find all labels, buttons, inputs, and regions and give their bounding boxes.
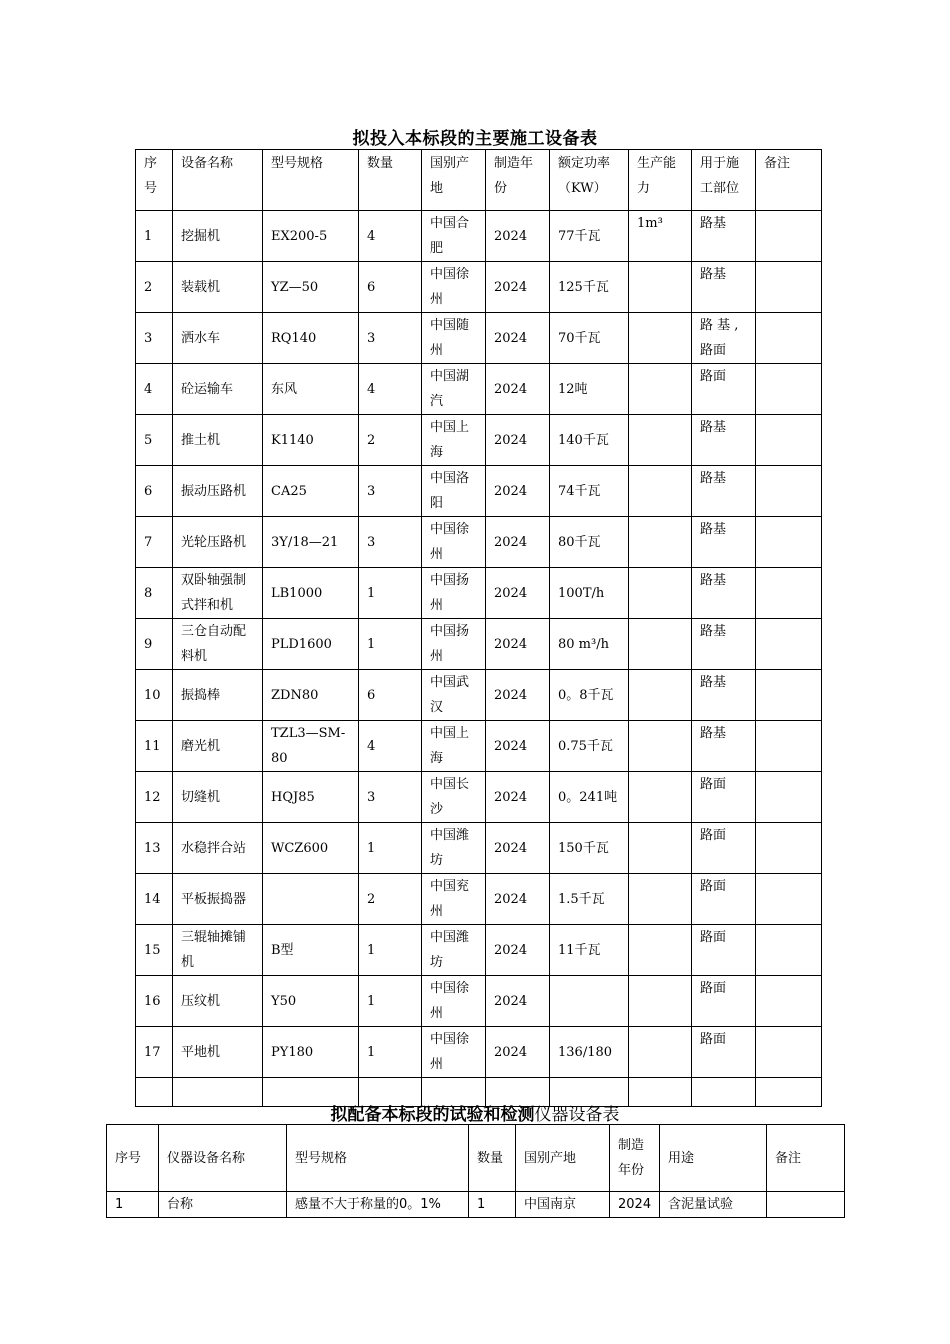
table-cell: 1: [359, 925, 422, 976]
table-cell: 三辊轴摊铺机: [173, 925, 263, 976]
table-cell: [756, 619, 822, 670]
table-cell: 台称: [159, 1192, 287, 1218]
table-row: [136, 670, 822, 721]
table-row: [107, 1192, 845, 1218]
header-cell: 数量: [469, 1125, 516, 1192]
table-cell: 2024: [486, 415, 550, 466]
table-cell: [756, 823, 822, 874]
table-cell: 双卧轴强制式拌和机: [173, 568, 263, 619]
table-cell: 感量不大于称量的0。1%: [287, 1192, 469, 1218]
table-cell: 6: [359, 262, 422, 313]
table-cell: 140千瓦: [550, 415, 629, 466]
table-cell: [629, 772, 692, 823]
table-cell: 74千瓦: [550, 466, 629, 517]
table-cell: WCZ600: [263, 823, 359, 874]
table-cell: [756, 772, 822, 823]
table-cell: YZ—50: [263, 262, 359, 313]
table-cell: [629, 466, 692, 517]
table-cell: 70千瓦: [550, 313, 629, 364]
table-cell: [629, 721, 692, 772]
table-cell: 2024: [486, 1027, 550, 1078]
table-cell: 2024: [486, 619, 550, 670]
table-cell: [629, 313, 692, 364]
table-cell: 80千瓦: [550, 517, 629, 568]
table-cell: 77千瓦: [550, 211, 629, 262]
table-cell: 16: [136, 976, 173, 1027]
table-row: [136, 772, 822, 823]
table-cell: [629, 415, 692, 466]
table-cell: 中国潍坊: [422, 823, 486, 874]
table-cell: [756, 211, 822, 262]
header-cell: 备注: [767, 1125, 845, 1192]
table-row: [136, 721, 822, 772]
table-cell: 8: [136, 568, 173, 619]
header-cell: 序号: [107, 1125, 159, 1192]
table-cell: [756, 670, 822, 721]
table-cell: 1.5千瓦: [550, 874, 629, 925]
table-cell: 11: [136, 721, 173, 772]
table-row: [136, 415, 822, 466]
table-cell: [756, 517, 822, 568]
equipment-table-title: 拟投入本标段的主要施工设备表: [352, 129, 598, 149]
table-cell: 2024: [486, 874, 550, 925]
table-cell: 13: [136, 823, 173, 874]
table-cell: 路面: [692, 925, 756, 976]
table-cell: 洒水车: [173, 313, 263, 364]
table-cell: 2024: [486, 823, 550, 874]
table-cell: 136/180: [550, 1027, 629, 1078]
table-cell: 1: [136, 211, 173, 262]
table-cell: 路面: [692, 874, 756, 925]
table-cell: 装载机: [173, 262, 263, 313]
table-row: [136, 1027, 822, 1078]
table-cell: 4: [359, 364, 422, 415]
table-cell: [629, 517, 692, 568]
table-cell: 三仓自动配料机: [173, 619, 263, 670]
table-cell: 2024: [486, 721, 550, 772]
testing-instrument-table: [106, 1124, 845, 1218]
header-cell: 生产能力: [629, 150, 692, 211]
table-row: [136, 925, 822, 976]
table-cell: 推土机: [173, 415, 263, 466]
table-cell: 切缝机: [173, 772, 263, 823]
table-cell: 2024: [610, 1192, 660, 1218]
table-cell: 3: [359, 313, 422, 364]
table-cell: 1: [359, 976, 422, 1027]
table-cell: 路基: [692, 415, 756, 466]
table-cell: K1140: [263, 415, 359, 466]
table-cell: PLD1600: [263, 619, 359, 670]
table-cell: 2024: [486, 670, 550, 721]
table-cell: 2024: [486, 772, 550, 823]
table-cell: 路基: [692, 211, 756, 262]
table-cell: 12吨: [550, 364, 629, 415]
table-cell: 路基: [692, 721, 756, 772]
table-cell: 中国上海: [422, 415, 486, 466]
table-cell: 中国随州: [422, 313, 486, 364]
table-cell: 3: [359, 466, 422, 517]
table-cell: 2: [359, 874, 422, 925]
table-cell: [756, 1027, 822, 1078]
table-cell: 中国徐州: [422, 517, 486, 568]
table-cell: 路基: [692, 262, 756, 313]
table-row: [136, 517, 822, 568]
table-cell: [767, 1192, 845, 1218]
table-cell: [629, 976, 692, 1027]
table-cell: 3: [136, 313, 173, 364]
table-cell: 振捣棒: [173, 670, 263, 721]
table-cell: 路基: [692, 670, 756, 721]
table-cell: PY180: [263, 1027, 359, 1078]
table-row: [136, 568, 822, 619]
table-cell: 100T/h: [550, 568, 629, 619]
table-cell: 中国南京: [516, 1192, 610, 1218]
table-cell: 1: [469, 1192, 516, 1218]
table-cell: 14: [136, 874, 173, 925]
table-cell: 挖掘机: [173, 211, 263, 262]
table-cell: 15: [136, 925, 173, 976]
table-cell: 5: [136, 415, 173, 466]
table-row: [136, 466, 822, 517]
header-cell: 设备名称: [173, 150, 263, 211]
table-cell: Y50: [263, 976, 359, 1027]
table-cell: 路面: [692, 364, 756, 415]
table-cell: 砼运输车: [173, 364, 263, 415]
table-cell: LB1000: [263, 568, 359, 619]
table-cell: 平地机: [173, 1027, 263, 1078]
table-cell: 路基: [692, 568, 756, 619]
table-cell: 1m³: [629, 211, 692, 262]
table-cell: [756, 721, 822, 772]
table-cell: 光轮压路机: [173, 517, 263, 568]
table-cell: 磨光机: [173, 721, 263, 772]
table-cell: 3: [359, 517, 422, 568]
table-cell: 路面: [692, 823, 756, 874]
header-cell: 序号: [136, 150, 173, 211]
header-cell: 制造年份: [486, 150, 550, 211]
table-cell: 中国徐州: [422, 976, 486, 1027]
table-cell: [629, 925, 692, 976]
table-cell: 东风: [263, 364, 359, 415]
table-cell: 2024: [486, 517, 550, 568]
table-cell: 2024: [486, 262, 550, 313]
table-header-row: [107, 1125, 845, 1192]
table-cell: 平板振捣器: [173, 874, 263, 925]
header-cell: 额定功率（KW）: [550, 150, 629, 211]
table-cell: 0.75千瓦: [550, 721, 629, 772]
table-cell: 4: [359, 211, 422, 262]
table-cell: [629, 364, 692, 415]
table-cell: 3: [359, 772, 422, 823]
table-cell: 路基: [692, 619, 756, 670]
table-cell: 2024: [486, 313, 550, 364]
instrument-title-bold: 拟配备本标段的试验和检测: [330, 1105, 535, 1125]
table-cell: 中国上海: [422, 721, 486, 772]
table-cell: [756, 415, 822, 466]
table-cell: 中国长沙: [422, 772, 486, 823]
table-cell: [756, 976, 822, 1027]
table-cell: [756, 925, 822, 976]
table-cell: 2024: [486, 925, 550, 976]
table-cell: 2024: [486, 466, 550, 517]
table-cell: [629, 670, 692, 721]
table-cell: 1: [359, 568, 422, 619]
header-cell: 用于施工部位: [692, 150, 756, 211]
table-cell: 125千瓦: [550, 262, 629, 313]
table-cell: B型: [263, 925, 359, 976]
table-row: [136, 262, 822, 313]
table-cell: 中国湖汽: [422, 364, 486, 415]
table-cell: CA25: [263, 466, 359, 517]
table-cell: [756, 313, 822, 364]
table-cell: 中国扬州: [422, 568, 486, 619]
table-cell: 路 基 ,路面: [692, 313, 756, 364]
table-cell: 1: [107, 1192, 159, 1218]
table-cell: [263, 874, 359, 925]
header-cell: 数量: [359, 150, 422, 211]
construction-equipment-table: [135, 149, 822, 1107]
table-cell: 路基: [692, 517, 756, 568]
instrument-table-title: [0, 1100, 950, 1125]
table-cell: 2024: [486, 976, 550, 1027]
table-cell: 7: [136, 517, 173, 568]
table-cell: [756, 568, 822, 619]
table-cell: [756, 364, 822, 415]
table-cell: 路面: [692, 976, 756, 1027]
instrument-title-rest: 仪器设备表: [534, 1105, 620, 1125]
table-cell: 80 m³/h: [550, 619, 629, 670]
table-row: [136, 874, 822, 925]
table-cell: [629, 1027, 692, 1078]
table-cell: 中国徐州: [422, 1027, 486, 1078]
table-cell: EX200-5: [263, 211, 359, 262]
table-cell: 0。8千瓦: [550, 670, 629, 721]
table-cell: 中国徐州: [422, 262, 486, 313]
header-cell: 备注: [756, 150, 822, 211]
table-cell: [629, 262, 692, 313]
table-cell: 1: [359, 1027, 422, 1078]
table-cell: 中国洛阳: [422, 466, 486, 517]
table-cell: 中国扬州: [422, 619, 486, 670]
table-cell: 150千瓦: [550, 823, 629, 874]
table-cell: [629, 874, 692, 925]
table-cell: 6: [136, 466, 173, 517]
table-cell: 路面: [692, 772, 756, 823]
header-cell: 制造年份: [610, 1125, 660, 1192]
table-cell: 1: [359, 619, 422, 670]
table-row: [136, 211, 822, 262]
table-cell: 0。241吨: [550, 772, 629, 823]
table-cell: [756, 262, 822, 313]
table-cell: 6: [359, 670, 422, 721]
table-cell: 2: [359, 415, 422, 466]
table-row: [136, 313, 822, 364]
table-row: [136, 619, 822, 670]
header-cell: 国别产地: [422, 150, 486, 211]
table-header-row: [136, 150, 822, 211]
table-row: [136, 364, 822, 415]
table-cell: 4: [136, 364, 173, 415]
table-cell: 中国兖州: [422, 874, 486, 925]
table-cell: 2024: [486, 364, 550, 415]
table-cell: 含泥量试验: [660, 1192, 767, 1218]
header-cell: 国别产地: [516, 1125, 610, 1192]
table-row: [136, 823, 822, 874]
table-cell: [756, 874, 822, 925]
table-cell: 2: [136, 262, 173, 313]
table-cell: [629, 823, 692, 874]
table-cell: 17: [136, 1027, 173, 1078]
table-cell: 1: [359, 823, 422, 874]
table-cell: 压纹机: [173, 976, 263, 1027]
table-cell: 4: [359, 721, 422, 772]
table-cell: 路面: [692, 1027, 756, 1078]
table-cell: 中国潍坊: [422, 925, 486, 976]
table-cell: [629, 568, 692, 619]
table-cell: 中国合肥: [422, 211, 486, 262]
table-cell: 11千瓦: [550, 925, 629, 976]
header-cell: 型号规格: [287, 1125, 469, 1192]
table-cell: ZDN80: [263, 670, 359, 721]
table-cell: RQ140: [263, 313, 359, 364]
header-cell: 仪器设备名称: [159, 1125, 287, 1192]
table-cell: 2024: [486, 211, 550, 262]
table-cell: 路基: [692, 466, 756, 517]
table-cell: 中国武汉: [422, 670, 486, 721]
table-cell: 水稳拌合站: [173, 823, 263, 874]
table-cell: TZL3—SM-80: [263, 721, 359, 772]
table-cell: [550, 976, 629, 1027]
header-cell: 用途: [660, 1125, 767, 1192]
table-cell: 振动压路机: [173, 466, 263, 517]
table-cell: 2024: [486, 568, 550, 619]
table-cell: [629, 619, 692, 670]
table-row: [136, 976, 822, 1027]
header-cell: 型号规格: [263, 150, 359, 211]
table-cell: 10: [136, 670, 173, 721]
table-cell: 3Y/18—21: [263, 517, 359, 568]
table-cell: HQJ85: [263, 772, 359, 823]
table-cell: [756, 466, 822, 517]
table-cell: 9: [136, 619, 173, 670]
table-cell: 12: [136, 772, 173, 823]
